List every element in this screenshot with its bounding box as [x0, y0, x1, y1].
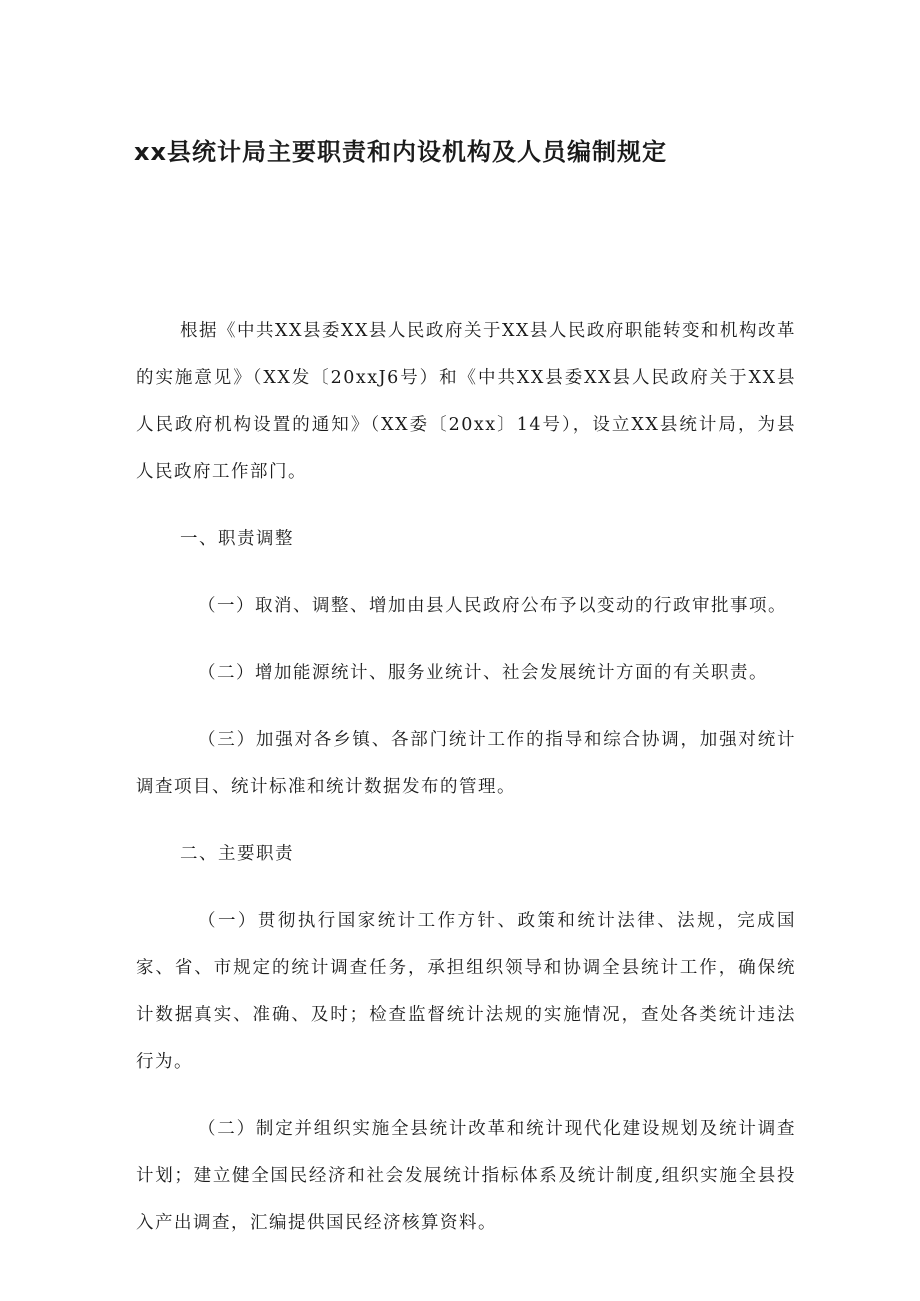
list-item: （二）增加能源统计、服务业统计、社会发展统计方面的有关职责。 — [198, 663, 768, 683]
list-item: （一）贯彻执行国家统计工作方针、政策和统计法律、法规，完成国家、省、市规定的统计调查任务，承担组织领导和协调全县统计工作，确保统计数据真实、准确、及时；检查监督统计法规的实施情况，查处各类统计违法行为。 — [136, 911, 796, 1072]
document-body — [136, 308, 796, 1267]
list-item: （一）取消、调整、增加由县人民政府公布予以变动的行政审批事项。 — [198, 596, 787, 616]
list-item: （二）制定并组织实施全县统计改革和统计现代化建设规划及统计调查计划；建立健全国民经济和社会发展统计指标体系及统计制度,组织实施全县投入产出调查，汇编提供国民经济核算资料。 — [136, 1119, 796, 1233]
intro-paragraph: 根据《中共XX县委XX县人民政府关于XX县人民政府职能转变和机构改革的实施意见》（XX发〔20xxJ6号）和《中共XX县委XX县人民政府关于XX县人民政府机构设置的通知》（XX委〔20xx〕14号），设立XX县统计局，为县人民政府工作部门。 — [136, 321, 796, 482]
document-title: xx县统计局主要职责和内设机构及人员编制规定 — [134, 138, 667, 166]
section-heading-duty-adjustment: 一、职责调整 — [180, 529, 294, 549]
section-heading-main-duties: 二、主要职责 — [180, 844, 294, 864]
list-item: （三）加强对各乡镇、各部门统计工作的指导和综合协调，加强对统计调查项目、统计标准和统计数据发布的管理。 — [136, 730, 796, 797]
